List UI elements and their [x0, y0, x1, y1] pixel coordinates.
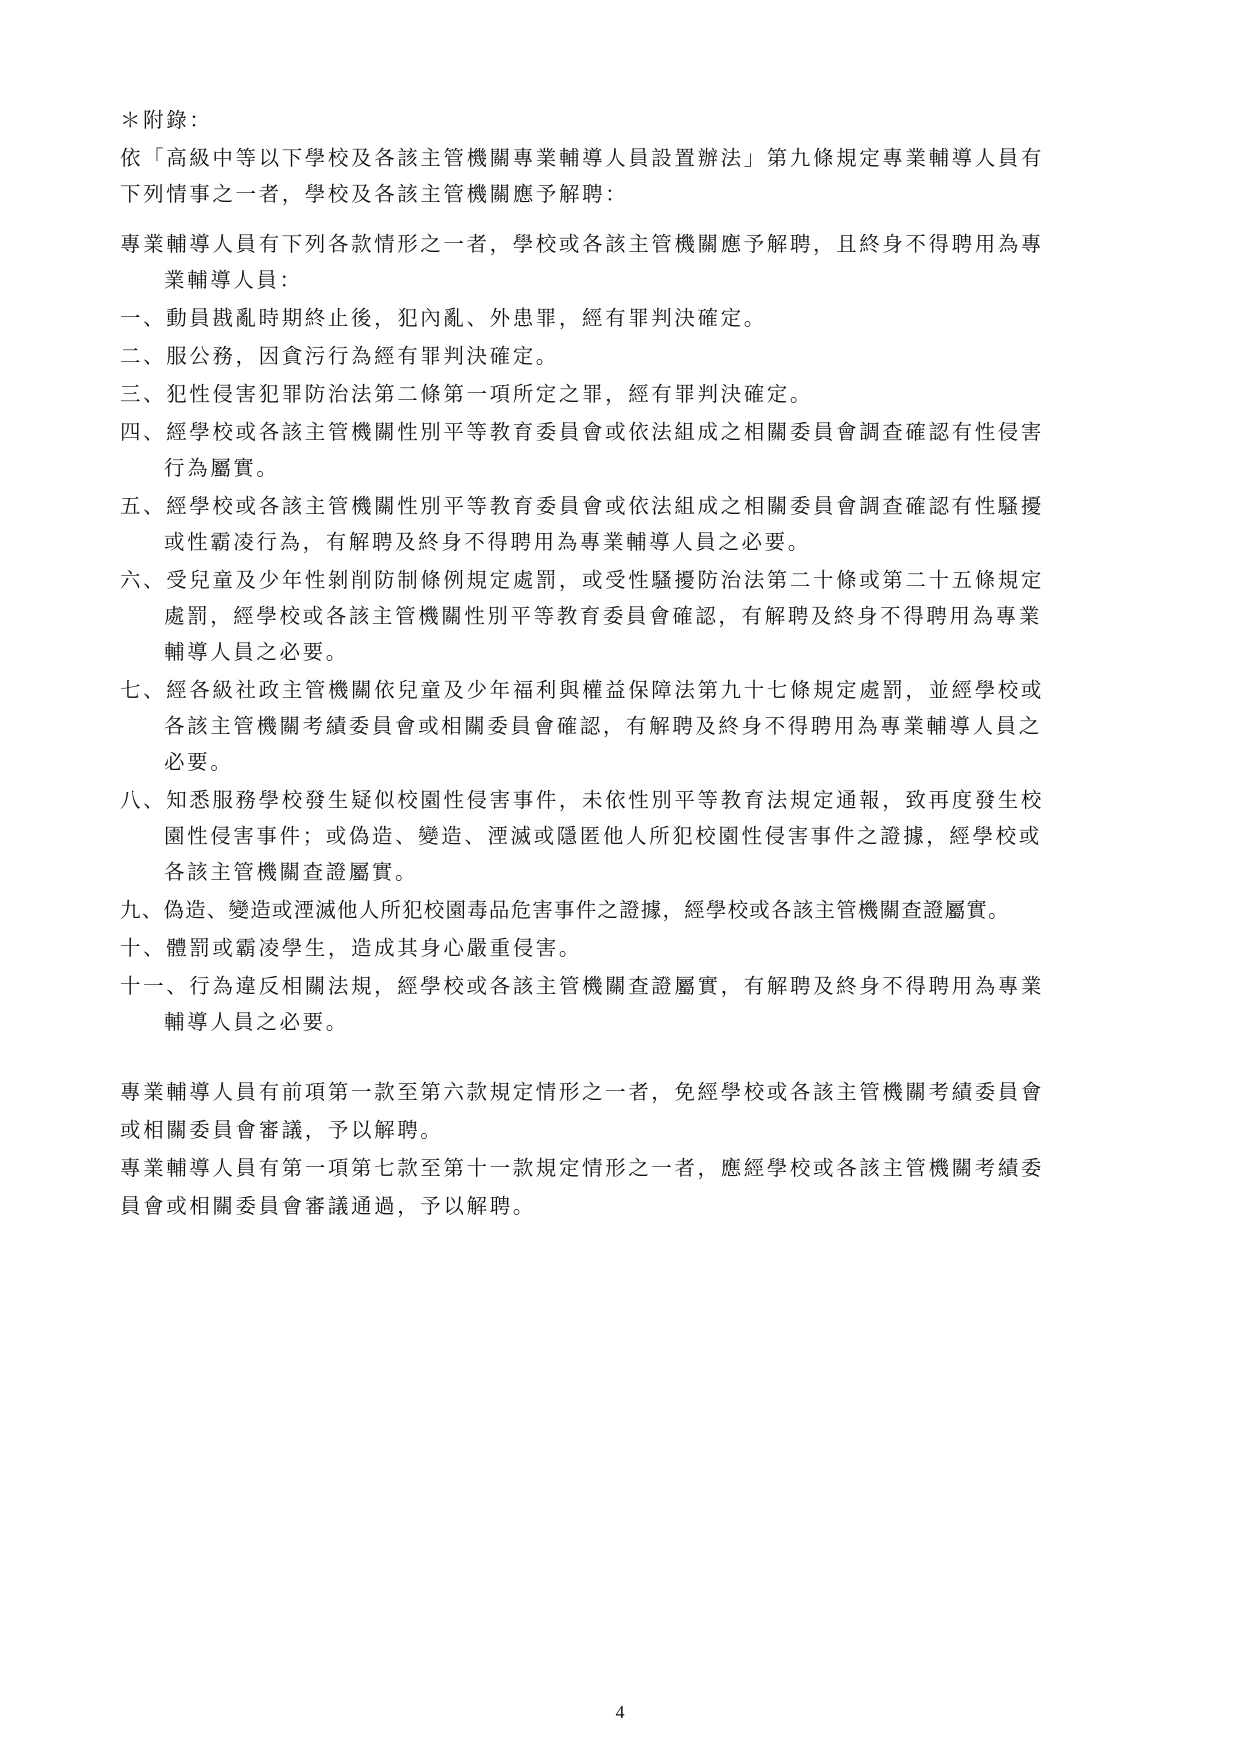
list-item [120, 300, 1130, 336]
closing-paragraphs [120, 1074, 1130, 1224]
item-line: 行為屬實。 [164, 456, 280, 480]
item-line: 園性侵害事件；或偽造、變造、湮滅或隱匿他人所犯校園性侵害事件之證據，經學校或 [164, 824, 1042, 848]
closing-line: 員會或相關委員會審議通過，予以解聘。 [120, 1194, 536, 1218]
item-line: 各該主管機關考績委員會或相關委員會確認，有解聘及終身不得聘用為專業輔導人員之 [164, 714, 1042, 738]
closing-line: 或相關委員會審議，予以解聘。 [120, 1118, 444, 1142]
item-line: 九、偽造、變造或湮滅他人所犯校園毒品危害事件之證據，經學校或各該主管機關查證屬實。 [120, 898, 1010, 922]
item-line: 輔導人員之必要。 [164, 1010, 349, 1034]
list-item [120, 782, 1130, 890]
item-line: 三、犯性侵害犯罪防治法第二條第一項所定之罪，經有罪判決確定。 [120, 382, 813, 406]
intro-line: 依「高級中等以下學校及各該主管機關專業輔導人員設置辦法」第九條規定專業輔導人員有 [120, 146, 1044, 170]
intro-line: 下列情事之一者，學校及各該主管機關應予解聘： [120, 182, 629, 206]
page-number: 4 [615, 1702, 625, 1722]
item-line: 十一、行為違反相關法規，經學校或各該主管機關查證屬實，有解聘及終身不得聘用為專業 [120, 974, 1044, 998]
item-line: 八、知悉服務學校發生疑似校園性侵害事件，未依性別平等教育法規定通報，致再度發生校 [120, 788, 1044, 812]
sub-intro [120, 226, 1130, 298]
item-line: 一、動員戡亂時期終止後，犯內亂、外患罪，經有罪判決確定。 [120, 306, 767, 330]
document-body [120, 102, 1130, 1226]
list-item [120, 562, 1130, 670]
sub-intro-line: 業輔導人員： [164, 268, 303, 292]
closing-line: 專業輔導人員有第一項第七款至第十一款規定情形之一者，應經學校或各該主管機關考績委 [120, 1156, 1044, 1180]
item-line: 或性霸凌行為，有解聘及終身不得聘用為專業輔導人員之必要。 [164, 530, 811, 554]
list-item [120, 414, 1130, 486]
sub-intro-line: 專業輔導人員有下列各款情形之一者，學校或各該主管機關應予解聘，且終身不得聘用為專 [120, 232, 1044, 256]
list-item [120, 672, 1130, 780]
item-line: 各該主管機關查證屬實。 [164, 860, 419, 884]
item-line: 十、體罰或霸凌學生，造成其身心嚴重侵害。 [120, 936, 582, 960]
dismissal-conditions-list [120, 300, 1130, 1040]
list-item [120, 930, 1130, 966]
list-item [120, 338, 1130, 374]
list-item [120, 488, 1130, 560]
appendix-intro [120, 140, 1130, 212]
item-line: 輔導人員之必要。 [164, 640, 349, 664]
list-item [120, 892, 1130, 928]
list-item [120, 968, 1130, 1040]
item-line: 七、經各級社政主管機關依兒童及少年福利與權益保障法第九十七條規定處罰，並經學校或 [120, 678, 1044, 702]
item-line: 處罰，經學校或各該主管機關性別平等教育委員會確認，有解聘及終身不得聘用為專業 [164, 604, 1042, 628]
item-line: 必要。 [164, 750, 234, 774]
item-line: 五、經學校或各該主管機關性別平等教育委員會或依法組成之相關委員會調查確認有性騷擾 [120, 494, 1044, 518]
closing-line: 專業輔導人員有前項第一款至第六款規定情形之一者，免經學校或各該主管機關考績委員會 [120, 1080, 1044, 1104]
item-line: 六、受兒童及少年性剝削防制條例規定處罰，或受性騷擾防治法第二十條或第二十五條規定 [120, 568, 1044, 592]
appendix-heading: ＊附錄： [120, 108, 213, 132]
list-item [120, 376, 1130, 412]
item-line: 四、經學校或各該主管機關性別平等教育委員會或依法組成之相關委員會調查確認有性侵害 [120, 420, 1044, 444]
item-line: 二、服公務，因貪污行為經有罪判決確定。 [120, 344, 559, 368]
